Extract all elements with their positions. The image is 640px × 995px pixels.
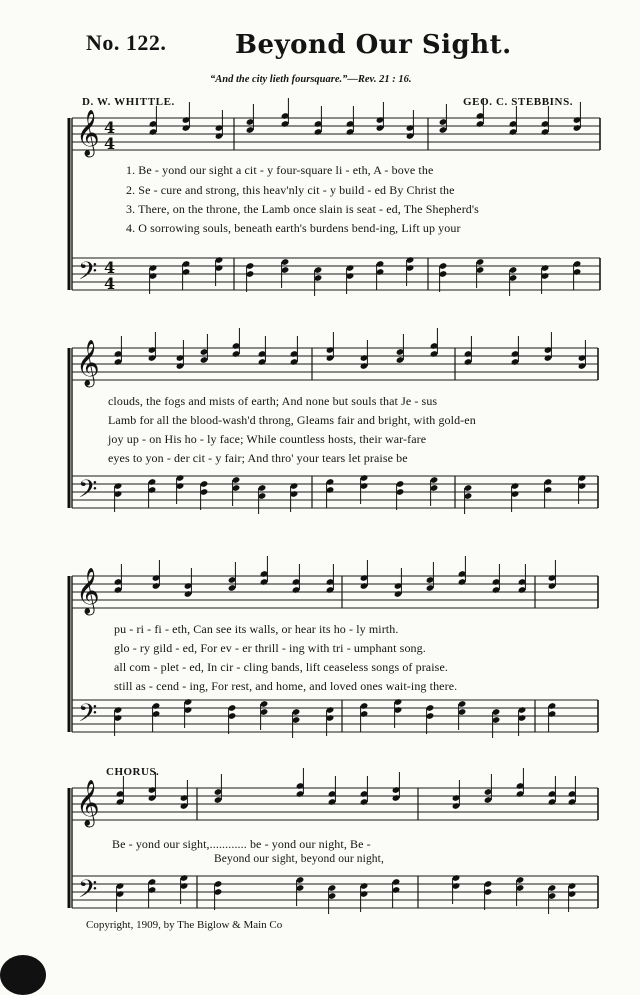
treble-clef-icon: 𝄞 (76, 568, 100, 614)
hymn-number: No. 122. (86, 30, 167, 55)
time-signature-top: 4 (104, 258, 116, 277)
lyric-line-verse3: all com - plet - ed, In cir - cling bands, lift ceaseless songs of praise. (114, 660, 448, 674)
bass-clef-icon: 𝄢 (78, 257, 98, 292)
lyric-line-verse1: 1. Be - yond our sight a cit - y four-square li - eth, A - bove the (126, 163, 434, 177)
bass-clef-icon: 𝄢 (78, 699, 98, 734)
author-credit: D. W. WHITTLE. (82, 96, 175, 108)
copyright-notice: Copyright, 1909, by The Biglow & Main Co (86, 919, 283, 931)
time-signature-top: 4 (104, 118, 116, 137)
lyric-line-verse2: Lamb for all the blood-wash'd throng, Gleams fair and bright, with gold-en (108, 413, 476, 427)
lyric-line-verse1: pu - ri - fi - eth, Can see its walls, or hear its ho - ly mirth. (114, 622, 399, 636)
scripture-reference: “And the city lieth foursquare.”—Rev. 21 : 16. (210, 74, 412, 85)
treble-clef-icon: 𝄞 (76, 110, 100, 156)
bass-clef-icon: 𝄢 (78, 875, 98, 910)
lyric-line-verse2: glo - ry gild - ed, For ev - er thrill - ing with tri - umphant song. (114, 641, 426, 655)
bass-clef-icon: 𝄢 (78, 475, 98, 510)
chorus-lyric-bass: Beyond our sight, beyond our night, (214, 853, 384, 865)
chorus-label: CHORUS. (106, 766, 160, 778)
time-signature-bottom: 4 (104, 274, 116, 293)
lyric-line-verse4: eyes to yon - der cit - y fair; And thro' your tears let praise be (108, 451, 408, 465)
hymn-title: Beyond Our Sight. (235, 30, 512, 60)
lyric-line-verse3: joy up - on His ho - ly face; While countless hosts, their war-fare (108, 432, 427, 446)
lyric-line-verse3: 3. There, on the throne, the Lamb once slain is seat - ed, The Shepherd's (126, 202, 479, 216)
lyric-line-verse4: 4. O sorrowing souls, beneath earth's burdens bend-ing, Lift up your (126, 221, 461, 235)
lyric-line-verse4: still as - cend - ing, For rest, and home, and loved ones wait-ing there. (114, 679, 458, 693)
treble-clef-icon: 𝄞 (76, 340, 100, 386)
page-corner-shadow (0, 955, 46, 995)
lyric-line-verse2: 2. Se - cure and strong, this heav'nly cit - y build - ed By Christ the (126, 183, 455, 197)
composer-credit: GEO. C. STEBBINS. (463, 96, 574, 108)
time-signature-bottom: 4 (104, 134, 116, 153)
chorus-lyric-soprano: Be - yond our sight,............ be - yond our night, Be - (112, 837, 371, 851)
lyric-line-verse1: clouds, the fogs and mists of earth; And none but souls that Je - sus (108, 394, 438, 408)
treble-clef-icon: 𝄞 (76, 780, 100, 826)
